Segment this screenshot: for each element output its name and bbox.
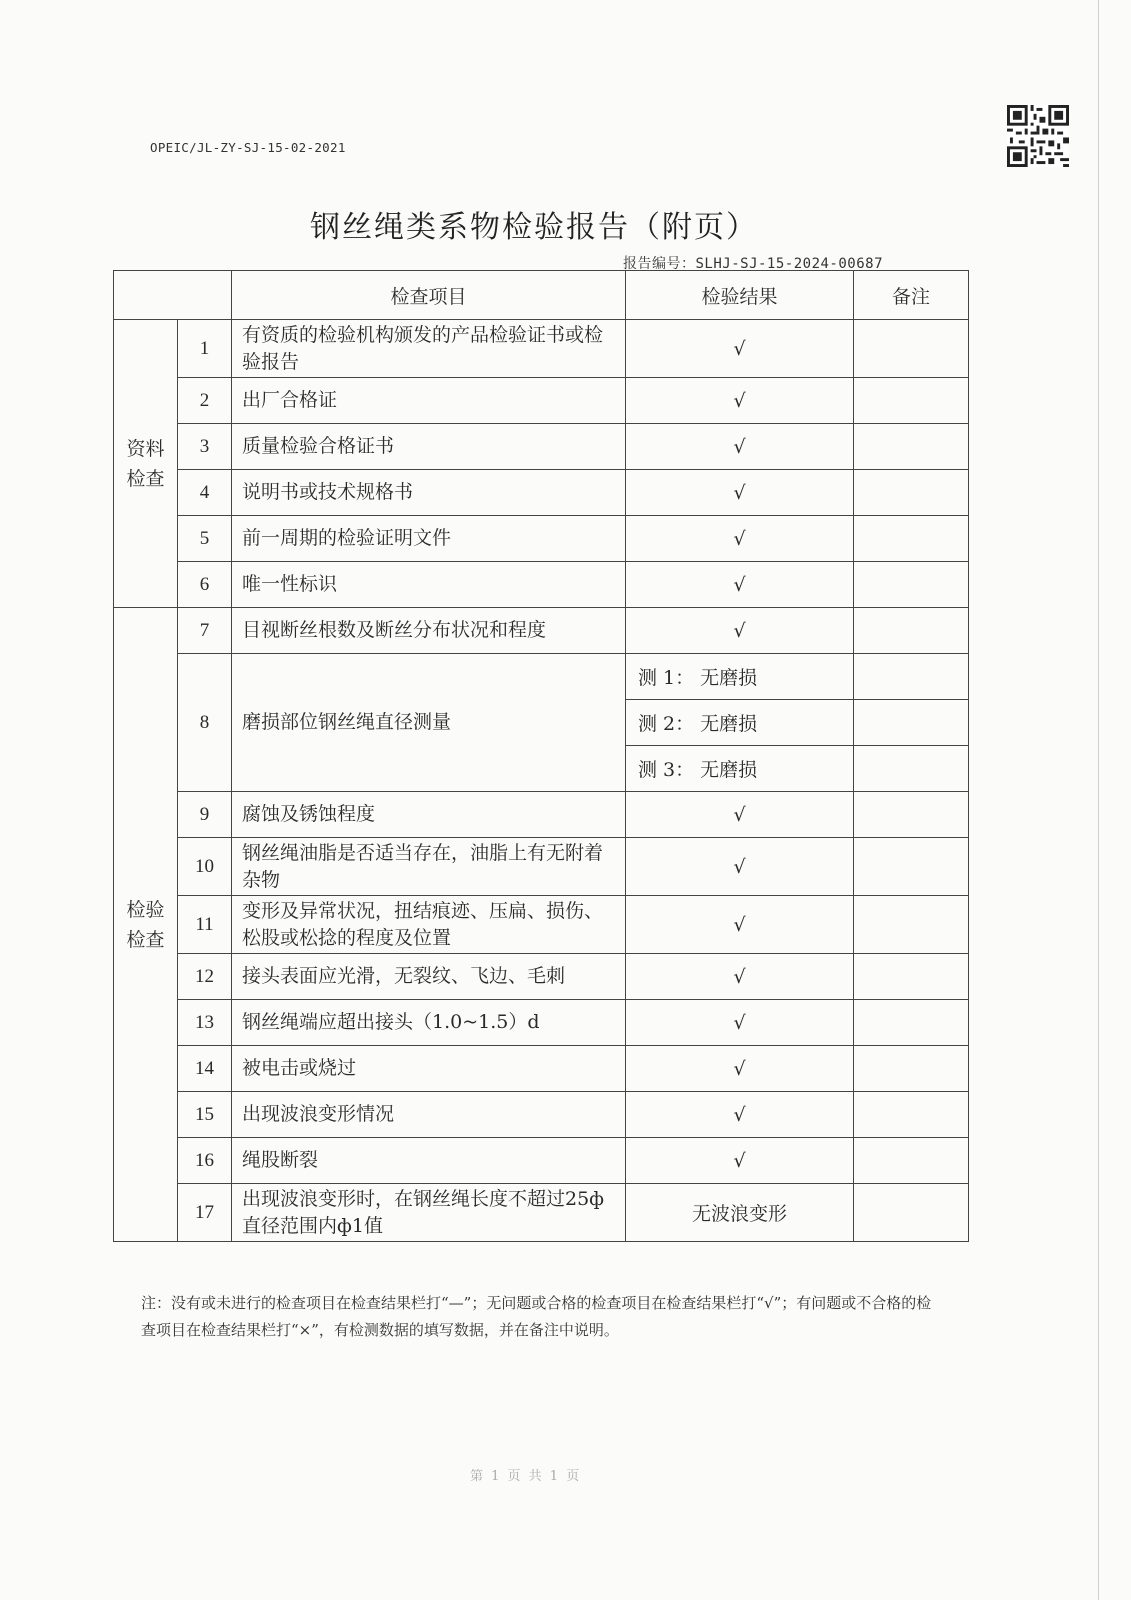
row-item: 目视断丝根数及断丝分布状况和程度 xyxy=(232,608,626,654)
row-remark xyxy=(854,700,969,746)
row-remark xyxy=(854,954,969,1000)
section-label-document-check: 资料检查 xyxy=(114,320,178,608)
inspection-table xyxy=(113,270,969,1242)
row-remark xyxy=(854,1000,969,1046)
row-result: √ xyxy=(626,562,854,608)
row-remark xyxy=(854,1184,969,1242)
table-row xyxy=(114,516,969,562)
row-remark xyxy=(854,896,969,954)
table-row xyxy=(114,378,969,424)
table-row xyxy=(114,954,969,1000)
row-remark xyxy=(854,562,969,608)
row-item: 接头表面应光滑，无裂纹、飞边、毛刺 xyxy=(232,954,626,1000)
header-item: 检查项目 xyxy=(232,271,626,320)
row-item: 有资质的检验机构颁发的产品检验证书或检验报告 xyxy=(232,320,626,378)
row-item: 被电击或烧过 xyxy=(232,1046,626,1092)
row-item: 钢丝绳端应超出接头（1.0~1.5）d xyxy=(232,1000,626,1046)
row-item: 磨损部位钢丝绳直径测量 xyxy=(232,654,626,792)
footnote: 注：没有或未进行的检查项目在检查结果栏打“—”；无问题或合格的检查项目在检查结果栏打“√”；有问题或不合格的检查项目在检查结果栏打“×”，有检测数据的填写数据，并在备注中说明。 xyxy=(141,1294,932,1339)
row-sub-result: 测 2： 无磨损 xyxy=(626,700,854,746)
table-row xyxy=(114,608,969,654)
row-sub-result: 测 3： 无磨损 xyxy=(626,746,854,792)
row-remark xyxy=(854,424,969,470)
row-remark xyxy=(854,746,969,792)
row-result: √ xyxy=(626,378,854,424)
table-row xyxy=(114,792,969,838)
header-result: 检验结果 xyxy=(626,271,854,320)
table-row xyxy=(114,1184,969,1242)
row-sub-result: 测 1： 无磨损 xyxy=(626,654,854,700)
row-item: 出厂合格证 xyxy=(232,378,626,424)
row-number: 14 xyxy=(178,1046,232,1092)
report-number-label: 报告编号： xyxy=(623,256,696,272)
table-row xyxy=(114,1046,969,1092)
row-result: √ xyxy=(626,838,854,896)
table-row xyxy=(114,1092,969,1138)
table-row xyxy=(114,1138,969,1184)
document-code: OPEIC/JL-ZY-SJ-15-02-2021 xyxy=(150,140,346,155)
row-remark xyxy=(854,320,969,378)
row-number: 16 xyxy=(178,1138,232,1184)
row-item: 变形及异常状况，扭结痕迹、压扁、损伤、松股或松捻的程度及位置 xyxy=(232,896,626,954)
row-item: 说明书或技术规格书 xyxy=(232,470,626,516)
row-number: 15 xyxy=(178,1092,232,1138)
row-item: 唯一性标识 xyxy=(232,562,626,608)
row-number: 13 xyxy=(178,1000,232,1046)
table-row xyxy=(114,838,969,896)
table-row xyxy=(114,562,969,608)
row-item: 前一周期的检验证明文件 xyxy=(232,516,626,562)
row-remark xyxy=(854,608,969,654)
report-number: SLHJ-SJ-15-2024-00687 xyxy=(695,256,884,272)
row-result: √ xyxy=(626,1138,854,1184)
row-item: 出现波浪变形时，在钢丝绳长度不超过25ф直径范围内ф1值 xyxy=(232,1184,626,1242)
qr-code-icon xyxy=(1007,105,1069,167)
table-row xyxy=(114,1000,969,1046)
table-row xyxy=(114,320,969,378)
row-result: √ xyxy=(626,896,854,954)
table-row xyxy=(114,896,969,954)
table-row xyxy=(114,470,969,516)
row-result: √ xyxy=(626,1092,854,1138)
row-remark xyxy=(854,654,969,700)
page-footer: 第 1 页 共 1 页 xyxy=(470,1469,582,1484)
page-edge-line xyxy=(1098,0,1099,1600)
row-number: 11 xyxy=(178,896,232,954)
row-result: √ xyxy=(626,516,854,562)
row-result: √ xyxy=(626,320,854,378)
row-result: √ xyxy=(626,1000,854,1046)
row-number: 2 xyxy=(178,378,232,424)
row-result: √ xyxy=(626,424,854,470)
row-result: √ xyxy=(626,608,854,654)
row-remark xyxy=(854,838,969,896)
row-remark xyxy=(854,792,969,838)
header-blank xyxy=(114,271,232,320)
row-remark xyxy=(854,1138,969,1184)
row-number: 10 xyxy=(178,838,232,896)
row-number: 7 xyxy=(178,608,232,654)
row-remark xyxy=(854,1092,969,1138)
row-number: 3 xyxy=(178,424,232,470)
table-row xyxy=(114,654,969,700)
section-label-inspection-check: 检验检查 xyxy=(114,608,178,1242)
row-result: √ xyxy=(626,1046,854,1092)
row-result: √ xyxy=(626,792,854,838)
row-remark xyxy=(854,470,969,516)
row-result: 无波浪变形 xyxy=(626,1184,854,1242)
row-item: 腐蚀及锈蚀程度 xyxy=(232,792,626,838)
row-number: 12 xyxy=(178,954,232,1000)
row-number: 5 xyxy=(178,516,232,562)
report-title: 钢丝绳类系物检验报告（附页） xyxy=(310,210,758,245)
row-number: 17 xyxy=(178,1184,232,1242)
row-item: 绳股断裂 xyxy=(232,1138,626,1184)
row-number: 8 xyxy=(178,654,232,792)
row-item: 钢丝绳油脂是否适当存在，油脂上有无附着杂物 xyxy=(232,838,626,896)
table-row xyxy=(114,424,969,470)
row-item: 出现波浪变形情况 xyxy=(232,1092,626,1138)
row-remark xyxy=(854,378,969,424)
header-remark: 备注 xyxy=(854,271,969,320)
row-remark xyxy=(854,516,969,562)
row-number: 1 xyxy=(178,320,232,378)
row-remark xyxy=(854,1046,969,1092)
row-item: 质量检验合格证书 xyxy=(232,424,626,470)
table-header-row xyxy=(114,271,969,320)
row-result: √ xyxy=(626,954,854,1000)
row-result: √ xyxy=(626,470,854,516)
row-number: 6 xyxy=(178,562,232,608)
row-number: 4 xyxy=(178,470,232,516)
row-number: 9 xyxy=(178,792,232,838)
